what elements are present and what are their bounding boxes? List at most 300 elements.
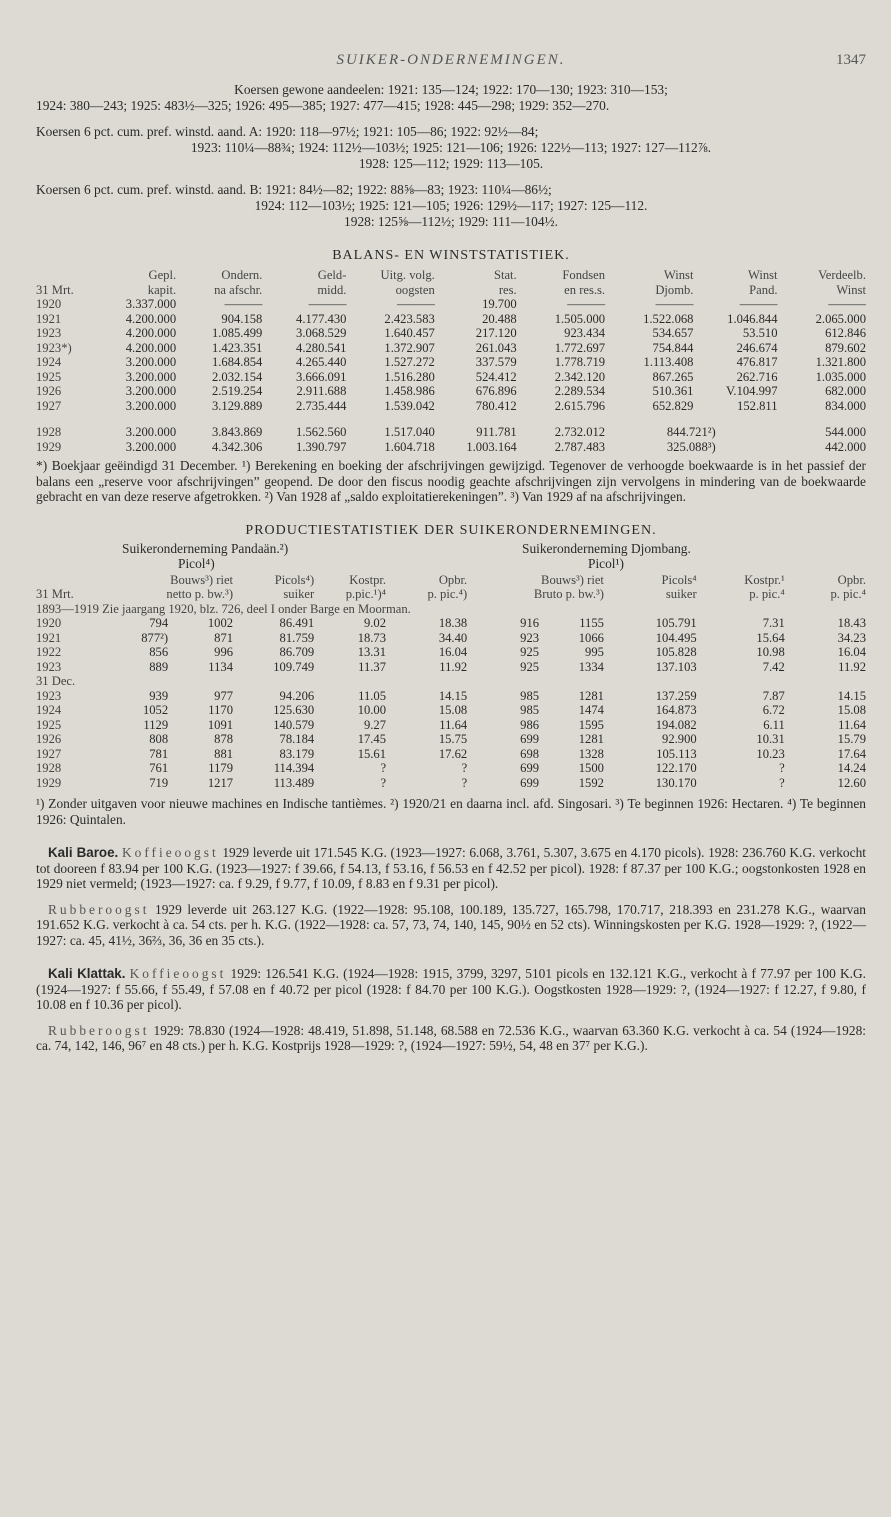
table-cell: 1500 <box>578 761 604 775</box>
table-cell: 1.390.797 <box>296 439 347 454</box>
table-cell: 1928 <box>36 425 62 439</box>
table-cell: 904.158 <box>221 311 263 326</box>
table-cell: 1.778.719 <box>554 355 606 369</box>
koersen-gewone <box>36 82 866 114</box>
table-row <box>36 355 866 370</box>
column-header: Opbr. <box>837 572 866 587</box>
table-cell: 985 <box>520 688 540 703</box>
table-cell: 879.602 <box>825 340 866 355</box>
table-cell: 83.179 <box>279 746 315 761</box>
table-cell: 125.630 <box>273 703 315 717</box>
table-cell: 10.98 <box>756 645 785 659</box>
table-cell: 7.42 <box>762 659 785 674</box>
table-cell: 34.40 <box>438 630 468 645</box>
productie-span-row <box>36 602 866 617</box>
table-cell: 1926 <box>36 384 62 398</box>
kali-klattak-koffie-text: 1929: 126.541 K.G. (1924—1928: 1915, 3799, 3297, 5101 picols en 132.121 K.G., verkocht à f 77.97 per 100 K.G. (1924—1927: f 55.66, f 55.49, f 57.08 en f 40.72 per picol (1928: f 84.70 per 100 K.G.). Oogstkosten 1928—1929: ?, (1924—1927: f 12.27, f 9.80, f 10.08 en f 10.36 per picol). <box>36 966 866 1012</box>
table-cell: 834.000 <box>825 398 866 413</box>
table-cell: 2.615.796 <box>554 398 606 413</box>
balans-head-row <box>36 283 866 298</box>
kali-klattak-koffie-label: Koffieoogst <box>129 966 227 981</box>
kali-baroe-rubber-label: Rubberoogst <box>48 901 150 917</box>
table-row <box>36 312 866 327</box>
table-cell: ? <box>779 775 785 790</box>
table-cell: 995 <box>585 645 604 659</box>
table-cell: 652.829 <box>652 398 694 413</box>
column-header: Uitg. volg. <box>380 268 435 282</box>
table-cell: 3.129.889 <box>211 398 263 413</box>
column-header: Winst <box>747 268 778 282</box>
table-cell: 92.900 <box>662 732 697 746</box>
column-header: Fondsen <box>562 268 606 282</box>
table-cell: 11.92 <box>838 659 866 674</box>
table-cell: 3.200.000 <box>125 384 177 398</box>
table-cell: 130.170 <box>655 775 697 790</box>
pandaan-title: Suikeronderneming Pandaän.²) <box>122 540 289 556</box>
table-cell: 2.065.000 <box>815 311 866 326</box>
table-cell: 137.103 <box>655 659 697 674</box>
table-cell: 1923*) <box>36 340 72 355</box>
kali-baroe-koffie <box>36 845 866 892</box>
table-cell: 534.657 <box>652 326 694 340</box>
table-cell: 6.72 <box>762 703 785 717</box>
table-cell: 1066 <box>578 630 604 645</box>
table-cell: 1928 <box>36 761 62 775</box>
table-cell: ? <box>380 761 387 775</box>
table-cell: ——— <box>567 297 606 311</box>
column-header: Kostpr. <box>349 572 387 587</box>
table-cell: 1.527.272 <box>384 355 435 369</box>
table-cell: 3.666.091 <box>296 369 347 384</box>
column-header: kapit. <box>147 282 177 297</box>
table-cell: 878 <box>214 732 234 746</box>
table-cell: 1129 <box>143 717 169 732</box>
column-header: netto p. bw.³) <box>166 587 234 601</box>
table-cell: 3.200.000 <box>125 425 177 439</box>
productie-head-row <box>36 573 866 588</box>
koersen-line: Koersen 6 pct. cum. pref. winstd. aand. A: 1920: 118—97½; 1921: 105—86; 1922: 92½—84; <box>36 124 539 139</box>
running-header <box>36 52 866 82</box>
table-cell: ? <box>461 761 468 775</box>
table-cell: 977 <box>214 688 234 703</box>
table-cell: 1.539.042 <box>384 398 435 413</box>
table-row <box>36 326 866 341</box>
table-cell: 2.289.534 <box>554 384 606 398</box>
table-cell: 1.003.164 <box>466 439 517 454</box>
table-cell: 7.87 <box>762 688 785 703</box>
table-cell: 325.088³) <box>666 439 716 454</box>
table-cell: 1592 <box>578 775 604 790</box>
table-cell: 337.579 <box>475 355 517 369</box>
kali-klattak-rubber-text: 1929: 78.830 (1924—1928: 48.419, 51.898, 51.148, 68.588 en 72.536 K.G., waarvan 63.360 K.G. verkocht à ca. 54 (1924—1928: ca. 74, 142, 146, 96⁷ en 48 cts.) per h. K.G. Kostprijs 1928—1929: ?, (1924—1927: 59½, 54, 48 en 37⁷ per K.G.). <box>36 1022 866 1053</box>
table-cell: 4.280.541 <box>296 340 347 355</box>
table-cell: 1.604.718 <box>384 439 435 454</box>
table-cell: 1921 <box>36 311 62 326</box>
table-cell: 1134 <box>208 659 234 674</box>
koersen-line: 1928: 125—112; 1929: 113—105. <box>358 156 544 171</box>
table-cell: 871 <box>214 630 234 645</box>
table-cell: 109.749 <box>273 659 315 674</box>
table-cell: 14.15 <box>837 688 866 703</box>
table-cell: 2.787.483 <box>554 439 606 454</box>
table-cell: 12.60 <box>837 775 866 790</box>
table-cell: 780.412 <box>475 398 517 413</box>
table-cell: 4.342.306 <box>211 439 263 454</box>
table-cell: 261.043 <box>475 340 517 355</box>
column-header: p.pic.¹)⁴ <box>345 587 387 601</box>
productie-head-row <box>36 587 866 602</box>
table-cell: 3.200.000 <box>125 398 177 413</box>
koersen-line: 1924: 112—103½; 1925: 121—105; 1926: 129½—117; 1927: 125—112. <box>254 198 648 213</box>
koersen-line: 1923: 110¼—88¾; 1924: 112½—103½; 1925: 121—106; 1926: 122½—113; 1927: 127—112⅞. <box>190 140 712 155</box>
kali-klattak-koffie <box>36 966 866 1013</box>
table-cell: 16.04 <box>837 645 866 659</box>
table-cell: 1.321.800 <box>815 355 866 369</box>
table-cell: 2.735.444 <box>296 398 347 413</box>
table-cell: 1923 <box>36 326 62 340</box>
table-cell: 15.75 <box>438 732 468 746</box>
table-cell: 925 <box>520 659 540 674</box>
table-cell: 53.510 <box>742 326 778 340</box>
table-cell: 105.791 <box>655 616 697 630</box>
table-cell: 13.31 <box>357 645 387 659</box>
table-cell: 34.23 <box>837 630 866 645</box>
page <box>36 52 866 1054</box>
table-cell: 15.61 <box>357 746 387 761</box>
kali-baroe-rubber-text: 1929 leverde uit 263.127 K.G. (1922—1928: 95.108, 100.189, 135.727, 165.798, 170.717, 218.393 en 231.278 K.G., waarvan 191.652 K.G. verkocht à ca. 54 cts. per h. K.G. (1922—1928: ca. 57, 73, 74, 140, 145, 90½ en 52 cts). Winningskosten per K.G. 1928—1929: ?, (1922—1927: ca. 45, 41½, 36⅔, 36, 36 en 35 cts.). <box>36 901 866 948</box>
column-header: 31 Mrt. <box>36 587 74 601</box>
table-cell: 164.873 <box>655 703 697 717</box>
table-row <box>36 732 866 747</box>
table-cell: 9.02 <box>363 616 387 630</box>
table-cell: 1091 <box>207 717 234 732</box>
table-cell: 1925 <box>36 369 62 384</box>
table-cell: 17.64 <box>837 746 866 761</box>
table-cell: 923 <box>520 630 540 645</box>
table-cell: 18.38 <box>438 616 468 630</box>
table-cell: 889 <box>149 659 169 674</box>
column-header: suiker <box>283 587 315 601</box>
table-cell: 916 <box>520 616 540 630</box>
table-cell: 94.206 <box>279 688 315 703</box>
table-cell: 676.896 <box>475 384 517 398</box>
column-header: Stat. <box>493 268 517 282</box>
koersen-line: Koersen 6 pct. cum. pref. winstd. aand. B: 1921: 84½—82; 1922: 88⅝—83; 1923: 110¼—86½; <box>36 182 552 197</box>
table-row <box>36 718 866 733</box>
table-cell: 761 <box>149 761 169 775</box>
table-cell: 2.519.254 <box>211 384 263 398</box>
table-cell: 15.08 <box>438 703 468 717</box>
table-cell: 925 <box>520 645 540 659</box>
table-cell: 1921 <box>36 630 62 645</box>
table-cell: 122.170 <box>655 761 697 775</box>
column-header: p. pic.⁴) <box>427 587 468 601</box>
table-cell: 1217 <box>207 775 234 790</box>
column-header: Geld- <box>317 268 347 282</box>
table-cell: 544.000 <box>825 425 866 439</box>
table-cell: 2.032.154 <box>211 369 263 384</box>
table-cell: 1170 <box>208 703 234 717</box>
table-cell: 18.73 <box>357 630 387 645</box>
table-cell: 4.200.000 <box>125 340 177 355</box>
table-cell: 442.000 <box>825 439 866 454</box>
table-cell: 510.361 <box>652 384 694 398</box>
table-cell: 114.394 <box>273 761 315 775</box>
table-cell: 2.423.583 <box>384 311 435 326</box>
column-header: Bouws³) riet <box>541 572 604 587</box>
column-header: Winst <box>836 282 866 297</box>
table-cell: 1920 <box>36 297 62 311</box>
table-cell: 844.721²) <box>666 425 716 439</box>
table-cell: 856 <box>149 645 169 659</box>
table-cell: 1.046.844 <box>727 311 778 326</box>
column-header: Kostpr.¹ <box>744 572 785 587</box>
productie-footnote: ¹) Zonder uitgaven voor nieuwe machines en Indische tantièmes. ²) 1920/21 en daarna incl. afd. Singosari. ³) Te beginnen 1926: Hectaren. ⁴) Te beginnen 1926: Quintalen. <box>36 796 866 827</box>
kali-baroe-rubber <box>36 902 866 949</box>
table-cell: 1927 <box>36 746 62 761</box>
table-cell: ——— <box>308 297 347 311</box>
koersen-pref-a <box>36 124 866 172</box>
column-header: oogsten <box>395 282 435 297</box>
table-cell: 20.488 <box>482 311 517 326</box>
table-row <box>36 399 866 414</box>
table-row <box>36 425 866 440</box>
productie-table <box>36 573 866 791</box>
table-row <box>36 776 866 791</box>
koersen-line: Koersen gewone aandeelen: 1921: 135—124; 1922: 170—130; 1923: 310—153; <box>234 82 668 97</box>
table-cell: 719 <box>149 775 169 790</box>
column-header <box>36 268 101 283</box>
column-header: midd. <box>317 282 347 297</box>
table-row <box>36 689 866 704</box>
table-cell: 19.700 <box>482 297 517 311</box>
column-header: en res.s. <box>564 282 606 297</box>
table-cell: 1.772.697 <box>554 340 606 355</box>
table-cell: 881 <box>214 746 234 761</box>
table-cell: 86.491 <box>279 616 315 630</box>
table-row <box>36 440 866 455</box>
table-cell: 1474 <box>578 703 604 717</box>
kali-baroe-koffie-label: Koffieoogst <box>121 845 219 860</box>
table-cell: 16.04 <box>438 645 468 659</box>
column-header: Djomb. <box>655 282 694 297</box>
table-cell: 11.64 <box>838 717 866 732</box>
table-cell: 1281 <box>578 688 604 703</box>
table-cell: 217.120 <box>475 326 517 340</box>
table-cell: 3.200.000 <box>125 355 177 369</box>
table-cell: 1.423.351 <box>211 340 263 355</box>
djombang-picol: Picol¹) <box>588 555 625 571</box>
koersen-pref-b <box>36 182 866 230</box>
table-cell: 698 <box>520 746 540 761</box>
table-cell: 2.911.688 <box>296 384 347 398</box>
column-header: Bouws³) riet <box>170 572 234 587</box>
column-header: Opbr. <box>438 572 468 587</box>
column-header: na afschr. <box>214 282 263 297</box>
table-row <box>36 761 866 776</box>
table-cell: 15.08 <box>837 703 866 717</box>
koersen-line: 1924: 380—243; 1925: 483½—325; 1926: 495—385; 1927: 477—415; 1928: 445—298; 1929: 352—270. <box>36 98 610 113</box>
table-cell: 476.817 <box>736 355 778 369</box>
table-cell: 1.522.068 <box>643 311 694 326</box>
table-cell: 10.00 <box>357 703 387 717</box>
koersen-line: 1928: 125⅝—112½; 1929: 111—104½. <box>344 214 558 229</box>
table-cell: 10.31 <box>756 732 785 746</box>
table-cell: 996 <box>214 645 234 659</box>
table-cell: 1.640.457 <box>384 326 435 340</box>
table-cell: 1924 <box>36 703 62 717</box>
column-header: suiker <box>665 587 697 601</box>
table-row <box>36 631 866 646</box>
span-note: 1893—1919 Zie jaargang 1920, blz. 726, deel I onder Barge en Moorman. <box>36 601 411 616</box>
table-cell: 794 <box>149 616 169 630</box>
table-row <box>36 703 866 718</box>
column-header: Winst <box>663 268 694 282</box>
table-cell: 4.177.430 <box>296 311 347 326</box>
table-cell: 10.23 <box>756 746 785 761</box>
table-cell: V.104.997 <box>725 384 778 398</box>
table-cell: 11.05 <box>358 688 387 703</box>
table-cell: ——— <box>739 297 778 311</box>
table-cell: 1.516.280 <box>384 369 435 384</box>
kali-baroe-name: Kali Baroe. <box>48 845 119 860</box>
table-cell: 1.517.040 <box>384 425 435 439</box>
table-cell: 105.828 <box>655 645 697 659</box>
table-cell: 1927 <box>36 398 62 413</box>
table-cell: 11.92 <box>439 659 468 674</box>
table-cell: 1.035.000 <box>815 369 866 384</box>
table-cell: 911.781 <box>476 425 517 439</box>
table-cell: ——— <box>655 297 694 311</box>
table-cell: 1595 <box>578 717 604 732</box>
table-cell: 1925 <box>36 717 62 732</box>
table-cell: 808 <box>149 732 169 746</box>
balans-table <box>36 268 866 454</box>
table-cell: 699 <box>520 775 540 790</box>
productie-subheads <box>36 541 866 573</box>
table-cell: 152.811 <box>737 398 778 413</box>
table-cell: 4.200.000 <box>125 326 177 340</box>
table-row <box>36 645 866 660</box>
column-header: Picols⁴) <box>274 572 315 587</box>
pandaan-picol: Picol⁴) <box>178 555 215 571</box>
table-cell: 2.342.120 <box>554 369 606 384</box>
table-cell: 1328 <box>578 746 604 761</box>
table-cell: 15.79 <box>837 732 866 746</box>
table-cell: 3.843.869 <box>211 425 263 439</box>
table-cell: ——— <box>224 297 263 311</box>
table-cell: 1929 <box>36 439 62 454</box>
table-cell: ? <box>380 775 387 790</box>
table-cell: 781 <box>149 746 169 761</box>
table-row <box>36 660 866 675</box>
table-cell: 1155 <box>579 616 604 630</box>
table-cell: 113.489 <box>273 775 315 790</box>
balans-title: BALANS- EN WINSTSTATISTIEK. <box>332 248 570 263</box>
table-cell: 78.184 <box>279 732 315 746</box>
table-cell: 11.37 <box>358 659 387 674</box>
column-header: Verdeelb. <box>818 268 866 282</box>
table-cell: 1.113.408 <box>643 355 694 369</box>
table-cell: 14.15 <box>438 688 468 703</box>
table-cell: 524.412 <box>475 369 517 384</box>
column-header: res. <box>498 282 517 297</box>
table-cell: 15.64 <box>756 630 785 645</box>
table-row <box>36 616 866 631</box>
table-cell: 923.434 <box>564 326 606 340</box>
table-cell: 1052 <box>142 703 169 717</box>
table-cell: 7.31 <box>762 616 785 630</box>
table-cell: 246.674 <box>736 340 778 355</box>
table-cell: 699 <box>520 732 540 746</box>
productie-title: PRODUCTIESTATISTIEK DER SUIKERONDERNEMINGEN. <box>245 522 657 538</box>
page-number: 1347 <box>836 52 866 68</box>
table-cell: 2.732.012 <box>554 425 606 439</box>
running-title: SUIKER-ONDERNEMINGEN. <box>336 52 566 68</box>
table-cell: 105.113 <box>656 746 697 761</box>
table-row <box>36 297 866 312</box>
table-cell: 1.505.000 <box>554 311 606 326</box>
table-cell: 1.562.560 <box>296 425 347 439</box>
table-cell: 1926 <box>36 732 62 746</box>
table-cell: ? <box>461 775 468 790</box>
table-cell: 14.24 <box>837 761 866 775</box>
table-cell: 939 <box>149 688 169 703</box>
table-cell: 1281 <box>578 732 604 746</box>
dec-label-row <box>36 674 866 689</box>
djombang-title: Suikeronderneming Djombang. <box>522 540 691 556</box>
table-cell: 867.265 <box>652 369 694 384</box>
table-cell: 986 <box>520 717 540 732</box>
table-cell: 612.846 <box>825 326 866 340</box>
kali-baroe-koffie-text: 1929 leverde uit 171.545 K.G. (1923—1927: 6.068, 3.761, 5.307, 3.675 en 4.170 picols). 1928: 236.760 K.G. verkocht tot dooreen f 83.94 per 100 K.G. (1923—1927: f 39.66, f 54.13, f 53.16, f 56.53 en f 42.52 per picol). 1928: f 87.37 per 100 K.G.; oogstonkosten 1928 en 1929 niet vermeld; (1923—1927: ca. f 9.29, f 9.77, f 10.09, f 8.83 en f 9.31 per picol). <box>36 845 866 891</box>
table-cell: 682.000 <box>825 384 866 398</box>
table-row <box>36 747 866 762</box>
table-cell: 6.11 <box>763 717 785 732</box>
table-cell: 1.684.854 <box>211 355 263 369</box>
balans-head-row <box>36 268 866 283</box>
table-cell: 1179 <box>208 761 234 775</box>
table-cell: 17.62 <box>438 746 468 761</box>
table-cell: 985 <box>520 703 540 717</box>
table-cell: 3.337.000 <box>125 297 177 311</box>
table-cell: ——— <box>828 297 866 311</box>
table-cell: 9.27 <box>363 717 387 732</box>
table-cell: 1923 <box>36 688 62 703</box>
table-cell: 1334 <box>578 659 604 674</box>
table-cell: 140.579 <box>273 717 315 732</box>
table-cell: ? <box>779 761 785 775</box>
table-cell: 86.709 <box>279 645 315 659</box>
table-cell: 18.43 <box>837 616 866 630</box>
table-cell: 137.259 <box>655 688 697 703</box>
table-cell: 1002 <box>207 616 234 630</box>
table-row <box>36 370 866 385</box>
table-cell: 1922 <box>36 645 62 659</box>
table-cell: 754.844 <box>652 340 694 355</box>
table-cell: 1929 <box>36 775 62 790</box>
table-cell: 4.265.440 <box>296 355 347 369</box>
table-cell: 3.068.529 <box>296 326 347 340</box>
table-row <box>36 341 866 356</box>
table-cell: 11.64 <box>439 717 468 732</box>
table-cell: 3.200.000 <box>125 439 177 454</box>
table-cell: 1.085.499 <box>211 326 263 340</box>
table-cell: 699 <box>520 761 540 775</box>
table-row <box>36 384 866 399</box>
table-cell: 17.45 <box>357 732 387 746</box>
table-cell: 1.458.986 <box>384 384 435 398</box>
